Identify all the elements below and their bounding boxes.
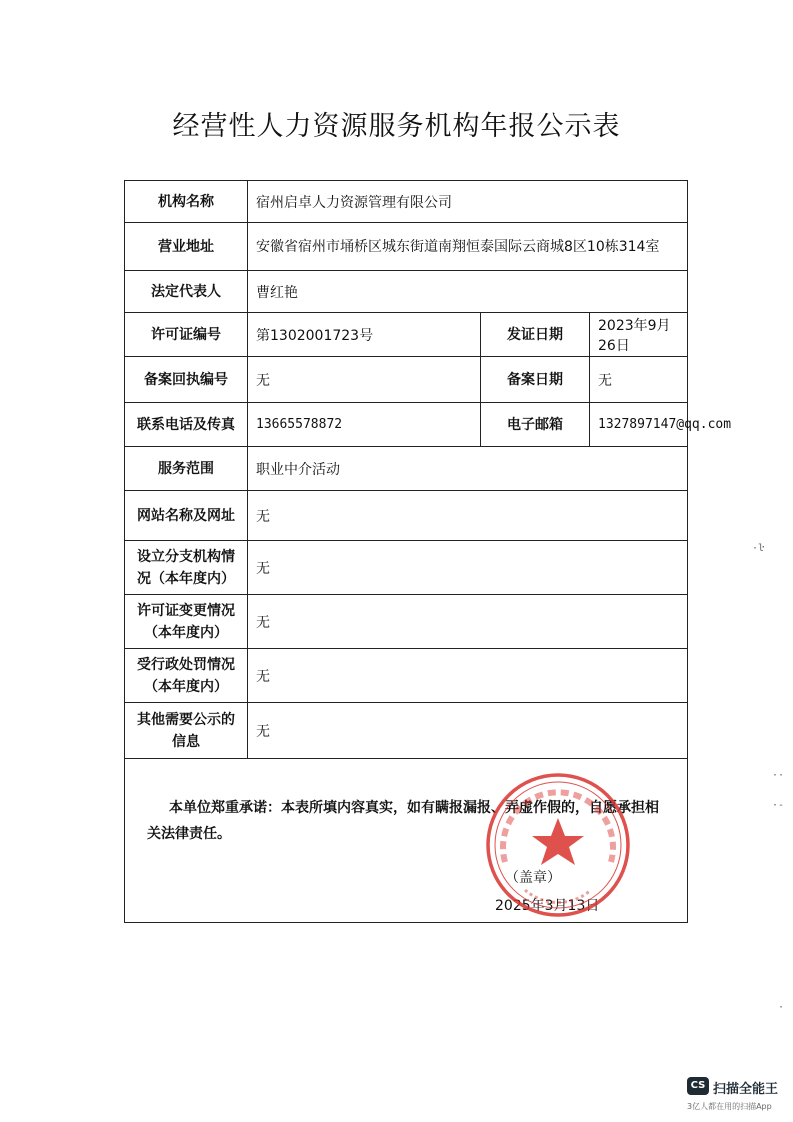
org-name-label: 机构名称 <box>125 181 248 223</box>
penalty-label <box>125 649 248 703</box>
scope-label: 服务范围 <box>125 447 248 491</box>
email-value: 1327897147@qq.com <box>590 403 688 447</box>
scan-edge-mark: ·ŀ <box>752 543 765 554</box>
website-value: 无 <box>248 491 688 541</box>
seal-label: （盖章） <box>505 870 561 886</box>
seal-graphic <box>483 770 633 920</box>
website-label: 网站名称及网址 <box>125 491 248 541</box>
row-license-change <box>125 595 688 649</box>
branch-label <box>125 541 248 595</box>
other-label <box>125 703 248 759</box>
email-label: 电子邮箱 <box>481 403 590 447</box>
row-org-name <box>125 181 688 223</box>
license-change-value: 无 <box>248 595 688 649</box>
row-contact <box>125 403 688 447</box>
row-website <box>125 491 688 541</box>
pledge-text: 本单位郑重承诺：本表所填内容真实，如有瞒报漏报、弄虚作假的，自愿承担相关法律责任。 <box>147 800 659 842</box>
row-penalty <box>125 649 688 703</box>
issue-date-value: 2023年9月26日 <box>590 313 688 357</box>
license-no-value: 第1302001723号 <box>248 313 481 357</box>
legal-rep-value: 曹红艳 <box>248 271 688 313</box>
address-label: 营业地址 <box>125 223 248 271</box>
legal-rep-label: 法定代表人 <box>125 271 248 313</box>
filing-date-value: 无 <box>590 357 688 403</box>
company-seal <box>483 770 633 920</box>
address-value: 安徽省宿州市埇桥区城东街道南翔恒泰国际云商城8区10栋314室 <box>248 223 688 271</box>
row-address <box>125 223 688 271</box>
phone-value: 13665578872 <box>248 403 481 447</box>
camscanner-watermark <box>687 1075 791 1115</box>
camscanner-logo-icon: CS <box>687 1077 709 1095</box>
license-change-label-line2: （本年度内） <box>144 624 228 641</box>
row-scope <box>125 447 688 491</box>
row-branch <box>125 541 688 595</box>
camscanner-name: 扫描全能王 <box>713 1082 779 1097</box>
other-label-line1: 其他需要公示的 <box>137 711 235 728</box>
other-value: 无 <box>248 703 688 759</box>
phone-label: 联系电话及传真 <box>125 403 248 447</box>
row-legal-rep <box>125 271 688 313</box>
scan-edge-mark: ·‐ <box>772 800 785 811</box>
seal-number-arc <box>525 890 591 902</box>
penalty-label-line2: （本年度内） <box>144 678 228 695</box>
sign-date: 2025年3月13日 <box>495 898 600 914</box>
row-license <box>125 313 688 357</box>
license-change-label-line1: 许可证变更情况 <box>137 602 235 619</box>
penalty-label-line1: 受行政处罚情况 <box>137 656 235 673</box>
scope-value: 职业中介活动 <box>248 447 688 491</box>
scan-edge-mark: ·· <box>772 770 785 781</box>
branch-label-line1: 设立分支机构情 <box>137 548 235 565</box>
document-title: 经营性人力资源服务机构年报公示表 <box>172 111 621 142</box>
other-label-line2: 信息 <box>172 733 200 750</box>
seal-star <box>532 818 584 865</box>
branch-label-line2: 况（本年度内） <box>137 570 235 587</box>
camscanner-tagline: 3亿人都在用的扫描App <box>687 1102 772 1111</box>
filing-date-label: 备案日期 <box>481 357 590 403</box>
issue-date-label: 发证日期 <box>481 313 590 357</box>
org-name-value: 宿州启卓人力资源管理有限公司 <box>248 181 688 223</box>
row-filing <box>125 357 688 403</box>
scan-edge-mark: · <box>778 1002 785 1013</box>
license-no-label: 许可证编号 <box>125 313 248 357</box>
branch-value: 无 <box>248 541 688 595</box>
penalty-value: 无 <box>248 649 688 703</box>
license-change-label <box>125 595 248 649</box>
filing-no-value: 无 <box>248 357 481 403</box>
row-other <box>125 703 688 759</box>
filing-no-label: 备案回执编号 <box>125 357 248 403</box>
